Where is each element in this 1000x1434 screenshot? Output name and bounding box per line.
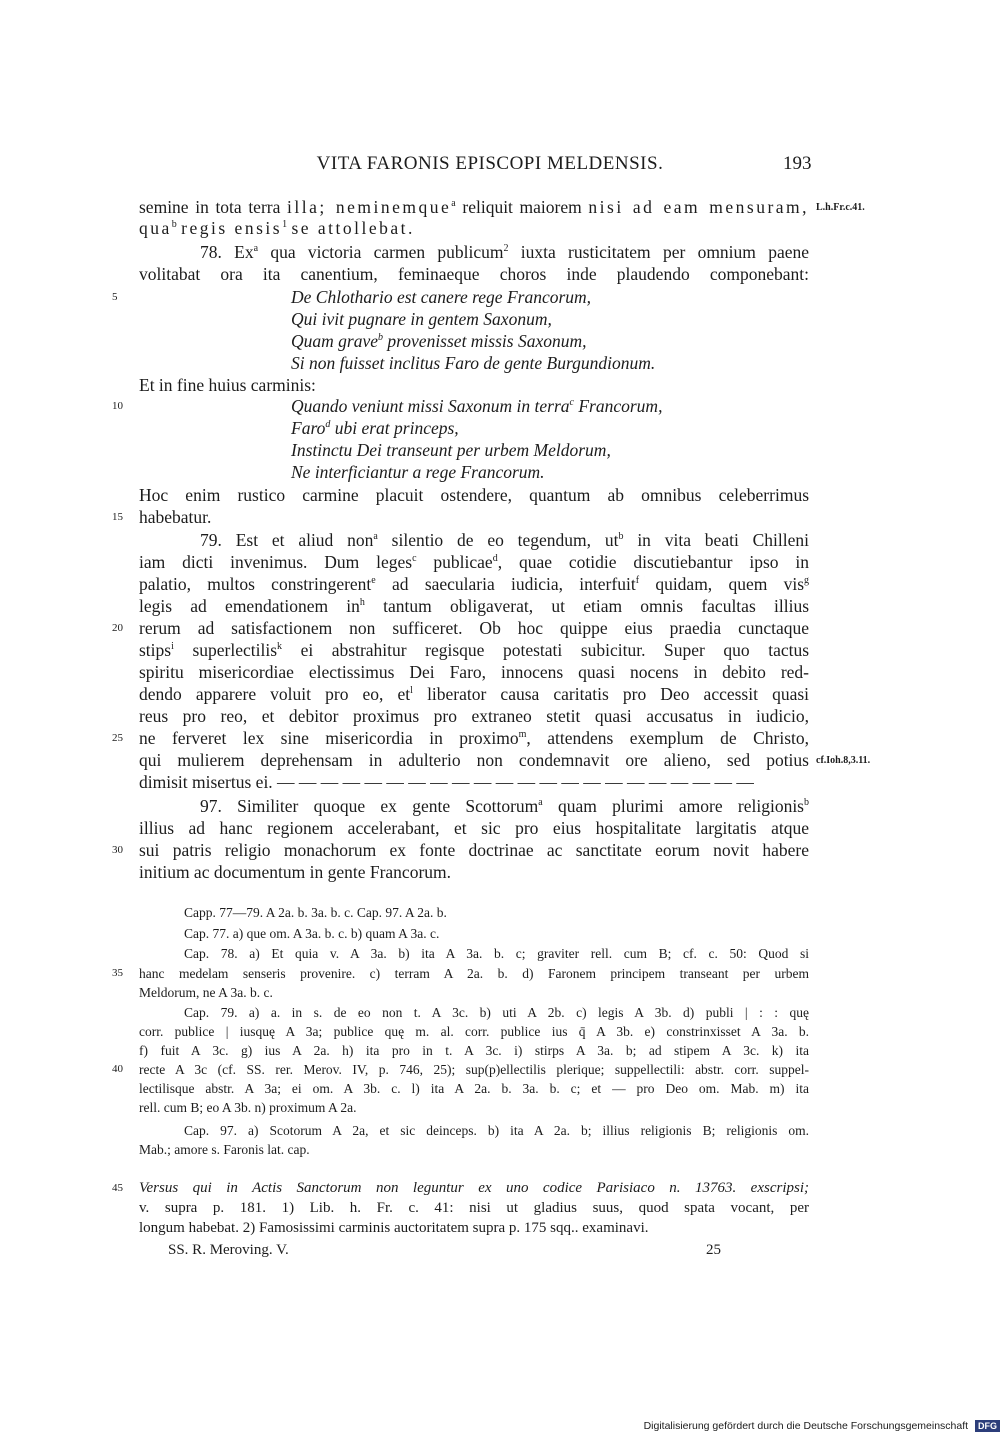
line-number: 40 <box>112 1063 123 1075</box>
text-line: semine in tota terra illa; neminemque$^a$ reliquit maiorem nisi ad eam mensuram, <box>139 197 810 217</box>
text-line: legis ad emendationem $in^h$ tantum obligaverat, ut etiam omnis facultas illius <box>139 596 809 616</box>
paragraph-78-start: 78. Ex$^a$ qua victoria carmen publicum$^2$ iuxta rusticitatem per omnium paene <box>200 242 809 262</box>
signature-mark: SS. R. Meroving. V. <box>168 1242 289 1258</box>
paragraph-97-start: 97. Similiter quoque ex gente Scottorum$^a$ quam plurimi amore religionis$^b$ <box>200 796 809 816</box>
page-number: 193 <box>783 153 812 174</box>
verse-line: Ne interficiantur a rege Francorum. <box>291 462 545 482</box>
line-number: 45 <box>112 1182 123 1194</box>
apparatus-line: Meldorum, ne A 3a. b. c. <box>139 985 273 1000</box>
line-number: 5 <box>112 291 118 303</box>
paragraph-79-start: 79. Est et aliud non$^a$ silentio de eo tegendum, $ut^b$ in vita beati Chilleni <box>200 530 810 550</box>
line-number: 25 <box>112 732 123 744</box>
apparatus-line: Cap. 77. a) que om. A 3a. b. c. b) quam A 3a. c. <box>184 926 440 941</box>
apparatus-line: rell. cum B; eo A 3b. n) proximum A 2a. <box>139 1100 357 1115</box>
text-line: ne ferveret lex sine misericordia in proximo$^m$, attendens exemplum de Christo, <box>139 728 809 748</box>
apparatus-line: Mab.; amore s. Faronis lat. cap. <box>139 1142 310 1157</box>
text-line: stips$^i$ superlectilis$^k$ ei abstrahitur regisque potestati subicitur. Super quo tactus <box>139 640 810 660</box>
apparatus-line: Cap. 97. a) Scotorum A 2a, et sic deinceps. b) ita A 2a. b; illius religionis B; religionis om. <box>184 1123 809 1138</box>
text-line: habebatur. <box>139 507 212 527</box>
footnote-line: v. supra p. 181. 1) Lib. h. Fr. c. 41: nisi ut gladius suus, quod spata vocant, per <box>139 1200 809 1216</box>
text-line: Hoc enim rustico carmine placuit ostendere, quantum ab omnibus celeberrimus <box>139 485 809 505</box>
text-line: illius ad hanc regionem accelerabant, et sic pro eius hospitalitate largitatis atque <box>139 818 809 838</box>
text-line: dendo apparere voluit pro eo, $et^l$ liberator causa caritatis pro Deo accessit quasi <box>139 684 810 704</box>
text-line: Et in fine huius carminis: <box>139 375 316 395</box>
running-header-title: VITA FARONIS EPISCOPI MELDENSIS. <box>316 153 664 174</box>
footnote-line: longum habebat. 2) Famosissimi carminis auctoritatem supra p. 175 sqq.. examinavi. <box>139 1220 649 1236</box>
margin-reference: L.h.Fr.c.41. <box>816 202 865 213</box>
line-number: 10 <box>112 400 123 412</box>
verse-line: Qui ivit pugnare in gentem Saxonum, <box>291 309 552 329</box>
apparatus-line: hanc medelam senseris provenire. c) terram A 2a. b. d) Faronem principem transeant per urbem <box>139 966 809 981</box>
apparatus-line: Cap. 79. a) a. in s. de eo non t. A 3c. b) uti A 2b. c) legis A 3b. d) publi | : : quę <box>184 1005 809 1020</box>
text-line: initium ac documentum in gente Francorum. <box>139 862 452 882</box>
dfg-funding-bar <box>600 1420 1000 1434</box>
footnote-line: Versus qui in Actis Sanctorum non leguntur ex uno codice Parisiaco n. 13763. exscripsi; <box>139 1180 809 1196</box>
text-line: palatio, multos constringerent$^e$ ad saecularia iudicia, interfuit$^f$ quidam, quem vis$^g$ <box>139 574 810 594</box>
verse-line: Si non fuisset inclitus Faro de gente Burgundionum. <box>291 353 656 373</box>
verse-line: Quando veniunt missi Saxonum in terra$^c$ Francorum, <box>291 396 663 416</box>
verse-line: Quam grave$^b$ provenisset missis Saxonum, <box>291 331 587 351</box>
verse-line: De Chlothario est canere rege Francorum, <box>291 287 592 307</box>
verse-line: Faro$^d$ ubi erat princeps, <box>291 418 459 438</box>
dfg-logo: DFG <box>975 1420 1000 1432</box>
margin-reference: cf.Ioh.8,3.11. <box>816 755 871 766</box>
apparatus-line: lectilisque abstr. A 3a; ei om. A 3b. c. l) ita A 2a. b. 3a. b. c; et — pro Deo om. Mab. m) ita <box>139 1081 809 1096</box>
verse-line: Instinctu Dei transeunt per urbem Meldorum, <box>291 440 611 460</box>
apparatus-line: Cap. 78. a) Et quia v. A 3a. b) ita A 3a. b. c; graviter rell. cum B; cf. c. 50: Quod si <box>184 946 809 961</box>
apparatus-line: f) fuit A 3c. g) ius A 2a. h) ita pro in t. A 3c. i) stirps A 3a. b; ad stipem A 3c. k) ita <box>139 1043 809 1058</box>
apparatus-line: recte A 3c (cf. SS. rer. Merov. IV, p. 746, 25); sup(p)ellectilis plerique; suppellectili: abstr. corr. suppel- <box>139 1062 809 1077</box>
apparatus-line: Capp. 77—79. A 2a. b. 3a. b. c. Cap. 97. A 2a. b. <box>184 905 447 920</box>
text-line: sui patris religio monachorum ex fonte doctrinae ac sanctitate eorum novit habere <box>139 840 809 860</box>
text-line: volitabat ora ita canentium, feminaeque choros inde plaudendo componebant: <box>139 264 809 284</box>
text-line: qua$^b$ regis ensis$^1$ se attollebat. <box>139 218 415 238</box>
apparatus-line: corr. publice | iusquę A 3a; publice quę m. al. corr. publice ius q̄ A 3b. e) constrinxisset A 3a. b. <box>139 1024 809 1039</box>
text-line: iam dicti invenimus. Dum leges$^c$ publicae$^d$, quae cotidie discutiebantur ipso in <box>139 552 810 572</box>
line-number: 15 <box>112 511 123 523</box>
sheet-number: 25 <box>706 1242 721 1258</box>
line-number: 35 <box>112 967 123 979</box>
text-line: spiritu misericordiae electissimus Dei Faro, innocens quasi nocens in debito red- <box>139 662 809 682</box>
dfg-funding-text: Digitalisierung gefördert durch die Deutsche Forschungsgemeinschaft <box>643 1420 969 1432</box>
text-line: dimisit misertus ei. — — — — — — — — — — — — — — — — — — — — — — <box>139 772 754 792</box>
text-line: reus pro reo, et debitor proximus pro extraneo stetit quasi accusatus in iudicio, <box>139 706 809 726</box>
text-line: rerum ad satisfactionem non sufficeret. Ob hoc quippe eius praedia cunctaque <box>139 618 809 638</box>
text-line: qui mulierem deprehensam in adulterio non condemnavit ore alieno, sed potius <box>139 750 809 770</box>
line-number: 20 <box>112 622 123 634</box>
line-number: 30 <box>112 844 123 856</box>
